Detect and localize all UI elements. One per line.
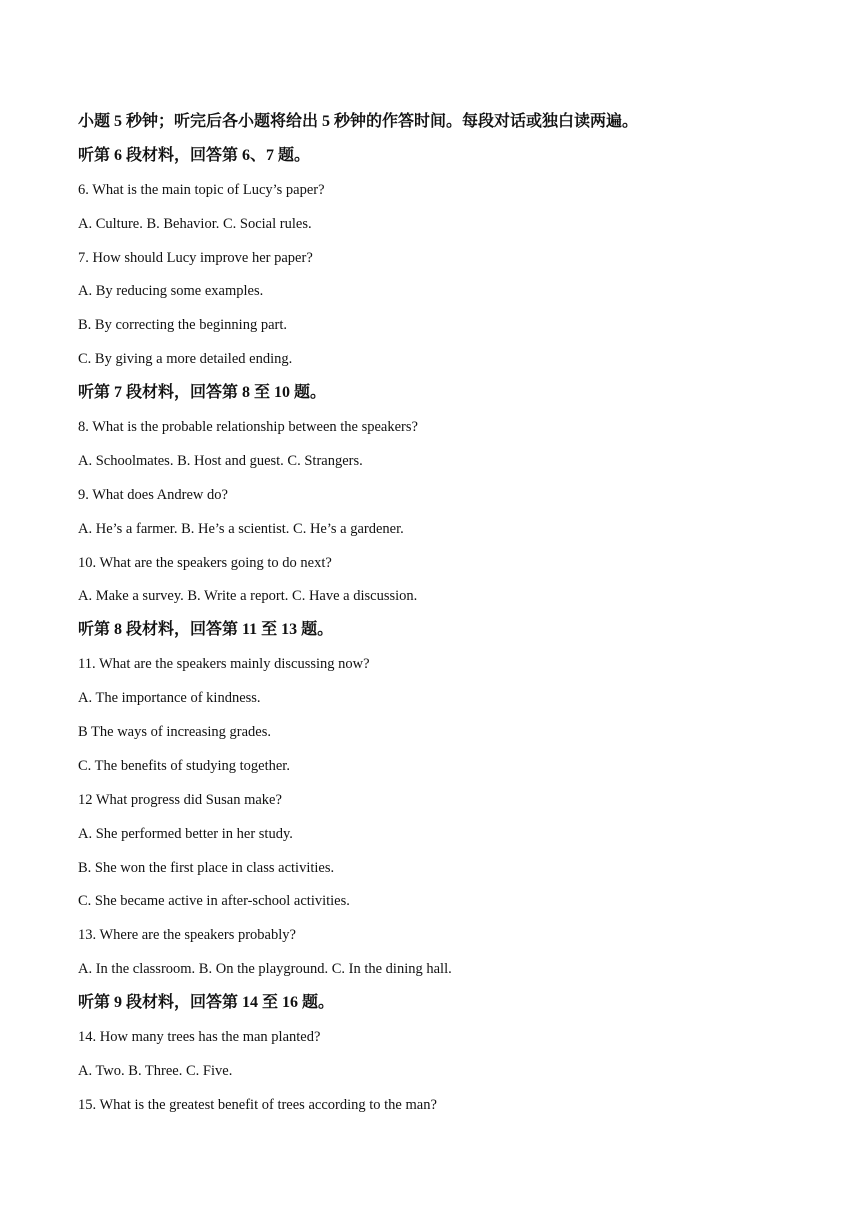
question-12-option-c: C. She became active in after-school activities. <box>78 893 350 910</box>
question-12-option-b: B. She won the first place in class activities. <box>78 859 335 876</box>
question-7: 7. How should Lucy improve her paper? <box>78 249 313 266</box>
section-heading-9: 听第 9 段材料，回答第 14 至 16 题。 <box>78 994 335 1012</box>
question-11: 11. What are the speakers mainly discussing now? <box>78 656 370 673</box>
question-10: 10. What are the speakers going to do next? <box>78 554 332 571</box>
question-7-option-b: B. By correcting the beginning part. <box>78 317 287 334</box>
question-11-option-c: C. The benefits of studying together. <box>78 757 290 774</box>
question-10-options: A. Make a survey. B. Write a report. C. Have a discussion. <box>78 588 418 605</box>
question-6-options: A. Culture. B. Behavior. C. Social rules. <box>78 215 312 232</box>
question-9-options: A. He’s a farmer. B. He’s a scientist. C. He’s a gardener. <box>78 520 404 537</box>
question-13-options: A. In the classroom. B. On the playground. C. In the dining hall. <box>78 961 452 978</box>
question-13: 13. Where are the speakers probably? <box>78 927 296 944</box>
question-14: 14. How many trees has the man planted? <box>78 1029 321 1046</box>
section-heading-7: 听第 7 段材料，回答第 8 至 10 题。 <box>78 384 327 402</box>
question-15: 15. What is the greatest benefit of trees according to the man? <box>78 1096 437 1113</box>
question-12-option-a: A. She performed better in her study. <box>78 825 293 842</box>
question-8-options: A. Schoolmates. B. Host and guest. C. Strangers. <box>78 452 363 469</box>
instruction-line: 小题 5 秒钟；听完后各小题将给出 5 秒钟的作答时间。每段对话或独白读两遍。 <box>78 113 639 130</box>
question-7-option-c: C. By giving a more detailed ending. <box>78 351 293 368</box>
section-heading-6: 听第 6 段材料，回答第 6、7 题。 <box>78 146 311 164</box>
document-page <box>78 108 798 1125</box>
question-11-option-a: A. The importance of kindness. <box>78 690 261 707</box>
section-heading-8: 听第 8 段材料，回答第 11 至 13 题。 <box>78 621 334 639</box>
question-7-option-a: A. By reducing some examples. <box>78 283 264 300</box>
question-6: 6. What is the main topic of Lucy’s paper? <box>78 181 325 198</box>
question-8: 8. What is the probable relationship between the speakers? <box>78 419 418 436</box>
question-11-option-b: B The ways of increasing grades. <box>78 724 272 741</box>
question-9: 9. What does Andrew do? <box>78 486 228 503</box>
question-12: 12 What progress did Susan make? <box>78 791 282 808</box>
question-14-options: A. Two. B. Three. C. Five. <box>78 1062 233 1079</box>
